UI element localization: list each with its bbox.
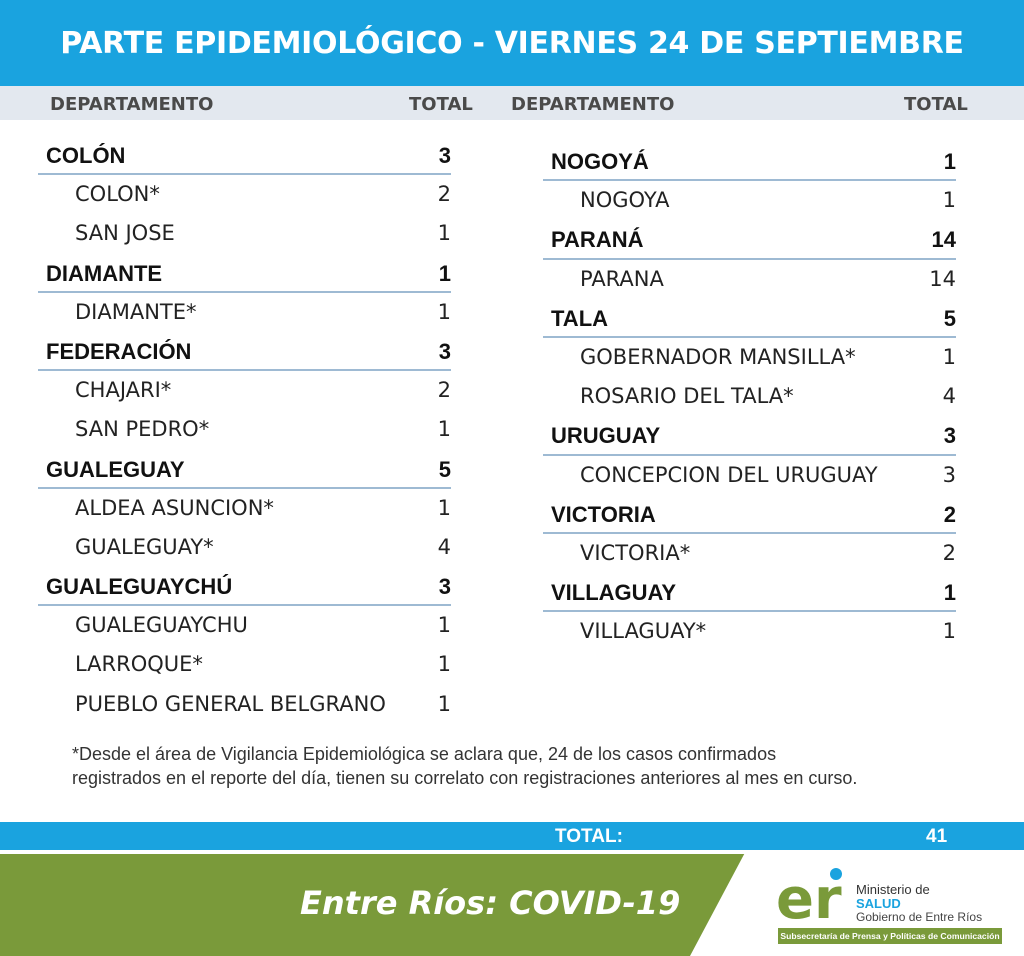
- locality-value: 1: [437, 417, 451, 442]
- title-banner: [0, 0, 1024, 86]
- locality-name: SAN PEDRO*: [75, 417, 210, 442]
- er-logo-icon: [774, 866, 850, 926]
- department-name: DIAMANTE: [46, 260, 163, 286]
- department-total: 1: [943, 580, 956, 606]
- locality-row: [38, 528, 451, 567]
- department-total: 3: [438, 338, 451, 364]
- department-name: VICTORIA: [551, 501, 656, 527]
- department-total: 2: [943, 501, 956, 527]
- department-total: 14: [931, 227, 956, 253]
- locality-name: PARANA: [580, 266, 664, 291]
- locality-row: [543, 338, 956, 377]
- locality-value: 1: [437, 495, 451, 520]
- locality-name: VILLAGUAY*: [580, 619, 707, 644]
- department-row: [543, 416, 956, 455]
- department-row: [38, 450, 451, 489]
- locality-name: CONCEPCION DEL URUGUAY: [580, 462, 878, 487]
- department-row: [543, 495, 956, 534]
- locality-name: GUALEGUAYCHU: [75, 613, 248, 638]
- locality-row: [38, 175, 451, 214]
- locality-value: 1: [437, 299, 451, 324]
- locality-row: [38, 645, 451, 684]
- locality-value: 14: [929, 266, 956, 291]
- department-row: [543, 299, 956, 338]
- right-table: [543, 142, 956, 651]
- department-row: [38, 136, 451, 175]
- locality-value: 1: [942, 188, 956, 213]
- locality-row: [38, 371, 451, 410]
- department-row: [38, 332, 451, 371]
- department-name: TALA: [551, 305, 609, 331]
- right-total-header: TOTAL: [904, 94, 968, 115]
- department-total: 5: [943, 305, 956, 331]
- footnote: [72, 742, 992, 790]
- ministry-logo: [770, 862, 1010, 950]
- department-name: NOGOYÁ: [551, 149, 649, 174]
- locality-row: [38, 685, 451, 724]
- locality-name: ROSARIO DEL TALA*: [580, 384, 794, 409]
- locality-name: COLON*: [75, 182, 160, 207]
- locality-name: DIAMANTE*: [75, 299, 197, 324]
- locality-name: VICTORIA*: [580, 540, 691, 565]
- locality-value: 4: [437, 534, 451, 559]
- department-total: 1: [438, 260, 451, 286]
- locality-row: [543, 612, 956, 651]
- right-dept-header: DEPARTAMENTO: [511, 94, 675, 115]
- locality-row: [543, 534, 956, 573]
- locality-row: [38, 293, 451, 332]
- logo-mark-text: er: [776, 867, 842, 926]
- department-name: URUGUAY: [551, 423, 661, 449]
- left-table: [38, 136, 451, 724]
- locality-name: GUALEGUAY*: [75, 534, 214, 559]
- locality-value: 1: [942, 619, 956, 644]
- total-label: TOTAL:: [555, 826, 623, 847]
- locality-name: ALDEA ASUNCION*: [75, 495, 274, 520]
- locality-value: 1: [437, 613, 451, 638]
- locality-row: [543, 456, 956, 495]
- department-name: GUALEGUAYCHÚ: [46, 574, 233, 600]
- department-row: [543, 220, 956, 259]
- locality-row: [38, 214, 451, 253]
- department-total: 3: [438, 574, 451, 600]
- locality-name: LARROQUE*: [75, 652, 203, 677]
- left-total-header: TOTAL: [409, 94, 473, 115]
- total-value: 41: [926, 826, 948, 847]
- locality-value: 2: [437, 378, 451, 403]
- locality-value: 1: [437, 691, 451, 716]
- department-row: [543, 142, 956, 181]
- locality-name: GOBERNADOR MANSILLA*: [580, 344, 856, 369]
- department-row: [543, 573, 956, 612]
- locality-name: SAN JOSE: [75, 221, 175, 246]
- slogan: Entre Ríos: COVID-19: [300, 884, 681, 922]
- page-title: PARTE EPIDEMIOLÓGICO - VIERNES 24 DE SEPTIEMBRE: [60, 26, 964, 61]
- total-bar: [0, 822, 1024, 850]
- locality-value: 2: [437, 182, 451, 207]
- locality-value: 3: [942, 462, 956, 487]
- footnote-line-2: registrados en el reporte del día, tienen su correlato con registraciones anteriores al mes en curso.: [72, 768, 858, 788]
- locality-row: [543, 181, 956, 220]
- logo-line-3: Gobierno de Entre Ríos: [856, 910, 983, 924]
- locality-row: [543, 260, 956, 299]
- locality-row: [38, 410, 451, 449]
- left-dept-header: DEPARTAMENTO: [50, 94, 214, 115]
- locality-value: 1: [437, 221, 451, 246]
- department-row: [38, 567, 451, 606]
- logo-line-1: Ministerio de: [856, 882, 930, 897]
- department-total: 5: [438, 456, 451, 482]
- department-name: VILLAGUAY: [551, 580, 677, 606]
- department-total: 3: [943, 423, 956, 449]
- locality-value: 4: [942, 384, 956, 409]
- department-name: PARANÁ: [551, 227, 644, 253]
- locality-value: 2: [942, 540, 956, 565]
- logo-strip: Subsecretaría de Prensa y Políticas de Comunicación: [778, 928, 1002, 944]
- locality-value: 1: [942, 344, 956, 369]
- department-name: FEDERACIÓN: [46, 338, 192, 364]
- locality-row: [38, 606, 451, 645]
- department-name: GUALEGUAY: [46, 456, 185, 482]
- locality-name: PUEBLO GENERAL BELGRANO: [75, 691, 386, 716]
- logo-line-2: SALUD: [856, 896, 901, 911]
- locality-value: 1: [437, 652, 451, 677]
- department-total: 1: [943, 149, 956, 174]
- locality-name: CHAJARI*: [75, 378, 172, 403]
- footnote-line-1: *Desde el área de Vigilancia Epidemiológica se aclara que, 24 de los casos confirmados: [72, 744, 777, 764]
- locality-name: NOGOYA: [580, 188, 670, 213]
- department-row: [38, 254, 451, 293]
- department-name: COLÓN: [46, 143, 126, 168]
- locality-row: [38, 489, 451, 528]
- locality-row: [543, 377, 956, 416]
- department-total: 3: [438, 143, 451, 168]
- column-header-band: [0, 86, 1024, 120]
